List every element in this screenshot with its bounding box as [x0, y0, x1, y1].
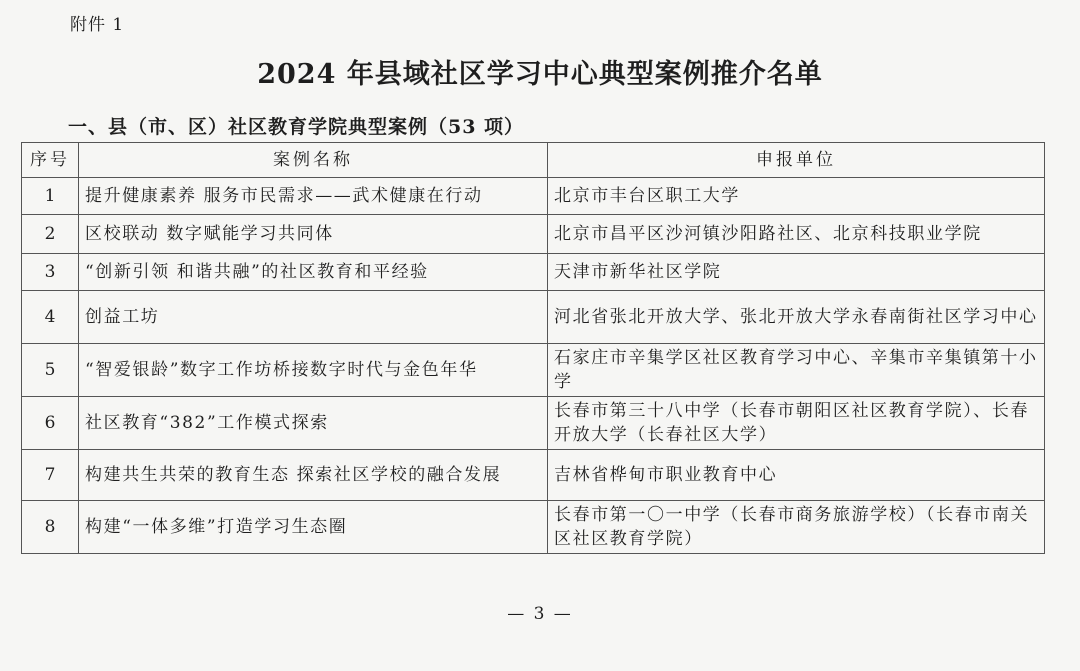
row-unit: 长春市第一〇一中学（长春市商务旅游学校）（长春市南关区社区教育学院）	[548, 501, 1045, 554]
row-seq: 4	[22, 291, 79, 344]
row-case-name: 创益工坊	[79, 291, 548, 344]
table-row	[22, 344, 1045, 397]
row-unit: 北京市丰台区职工大学	[548, 178, 1045, 215]
row-case-name: “创新引领 和谐共融”的社区教育和平经验	[79, 254, 548, 291]
row-unit: 北京市昌平区沙河镇沙阳路社区、北京科技职业学院	[548, 215, 1045, 254]
row-seq: 6	[22, 397, 79, 450]
table-row	[22, 215, 1045, 254]
header-unit: 申报单位	[548, 143, 1045, 178]
table-row	[22, 291, 1045, 344]
row-seq: 5	[22, 344, 79, 397]
row-case-name: 构建共生共荣的教育生态 探索社区学校的融合发展	[79, 450, 548, 501]
row-seq: 3	[22, 254, 79, 291]
row-unit: 吉林省桦甸市职业教育中心	[548, 450, 1045, 501]
row-case-name: 社区教育“382”工作模式探索	[79, 397, 548, 450]
row-case-name: 构建“一体多维”打造学习生态圈	[79, 501, 548, 554]
attachment-label: 附件 1	[70, 15, 125, 35]
row-case-name: “智爱银龄”数字工作坊桥接数字时代与金色年华	[79, 344, 548, 397]
row-seq: 7	[22, 450, 79, 501]
row-case-name: 区校联动 数字赋能学习共同体	[79, 215, 548, 254]
row-seq: 2	[22, 215, 79, 254]
row-case-name: 提升健康素养 服务市民需求——武术健康在行动	[79, 178, 548, 215]
case-table	[21, 142, 1045, 554]
page-number: — 3 —	[507, 604, 573, 624]
section-heading: 一、县（市、区）社区教育学院典型案例（53 项）	[68, 116, 525, 138]
header-case-name: 案例名称	[79, 143, 548, 178]
table-row	[22, 178, 1045, 215]
document-title: 2024 年县域社区学习中心典型案例推介名单	[257, 59, 823, 90]
header-seq: 序号	[22, 143, 79, 178]
row-unit: 天津市新华社区学院	[548, 254, 1045, 291]
table-row	[22, 254, 1045, 291]
row-unit: 河北省张北开放大学、张北开放大学永春南街社区学习中心	[548, 291, 1045, 344]
table-row	[22, 501, 1045, 554]
row-unit: 长春市第三十八中学（长春市朝阳区社区教育学院）、长春开放大学（长春社区大学）	[548, 397, 1045, 450]
table-row	[22, 450, 1045, 501]
row-unit: 石家庄市辛集学区社区教育学习中心、辛集市辛集镇第十小学	[548, 344, 1045, 397]
table-header-row	[22, 143, 1045, 178]
row-seq: 8	[22, 501, 79, 554]
table-row	[22, 397, 1045, 450]
row-seq: 1	[22, 178, 79, 215]
